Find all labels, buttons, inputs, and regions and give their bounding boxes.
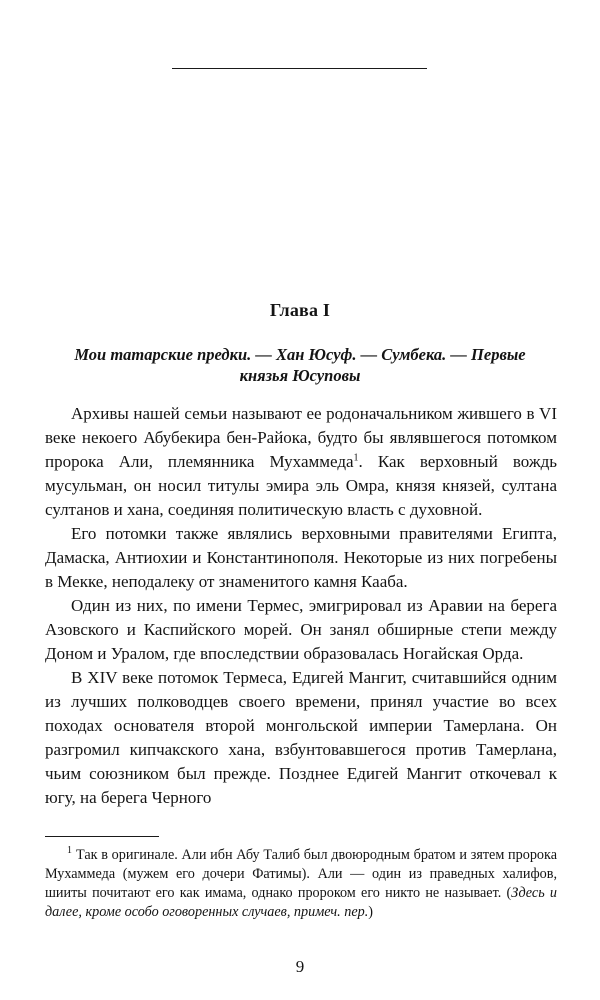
page-number: 9 — [295, 957, 305, 976]
footnote-text: Так в оригинале. Али ибн Абу Талиб был двоюродным братом и зятем пророка Мухаммеда (мужем его дочери Фатимы). Али — один из праведных халифов, шииты почитают его как имама, однако пророком его никто не называет. ( — [45, 847, 557, 901]
footnote — [45, 846, 557, 922]
paragraph-text: Архивы нашей семьи называют ее родоначальником жившего в VI веке некоего Абубекира бен-Райока, будто бы являвшегося потомком пророка Али, племянника Мухаммеда — [45, 404, 557, 471]
paragraph: В XIV веке потомок Термеса, Едигей Мангит, считавшийся одним из лучших полководцев своего времени, принял участие во всех походах основателя второй монгольской империи Тамерлана. Он разгромил кипчакского хана, взбунтовавшегося против Тамерлана, чьим союзником был прежде. Позднее Едигей Мангит откочевал к югу, на берега Черного — [45, 668, 557, 807]
footnote-reference: 1 — [353, 452, 359, 464]
paragraph: Его потомки также являлись верховными правителями Египта, Дамаска, Антиохии и Константинополя. Некоторые из них погребены в Мекке, неподалеку от знаменитого камня Кааба. — [45, 524, 557, 591]
header-rule — [172, 68, 427, 69]
body-text — [45, 402, 557, 810]
footnote-rule — [45, 836, 159, 837]
paragraph: Один из них, по имени Термес, эмигрировал из Аравии на берега Азовского и Каспийского морей. Он занял обширные степи между Доном и Уралом, где впоследствии образовалась Ногайская Орда. — [45, 596, 557, 663]
footnote-italic-note: Здесь и далее, кроме особо оговоренных случаев, примеч. пер. — [45, 885, 557, 920]
footnote-tail: ) — [368, 904, 373, 920]
paragraph-text-tail: . Как верховный вождь мусульман, он носил титулы эмира эль Омра, князя князей, султана султанов и хана, соединяя политическую власть с духовной. — [45, 452, 557, 519]
paragraph — [45, 402, 557, 522]
footnote-mark: 1 — [67, 845, 72, 857]
chapter-subtitle: Мои татарские предки. — Хан Юсуф. — Сумбека. — Первые князья Юсуповы — [74, 345, 526, 385]
chapter-title: Глава I — [269, 300, 331, 320]
